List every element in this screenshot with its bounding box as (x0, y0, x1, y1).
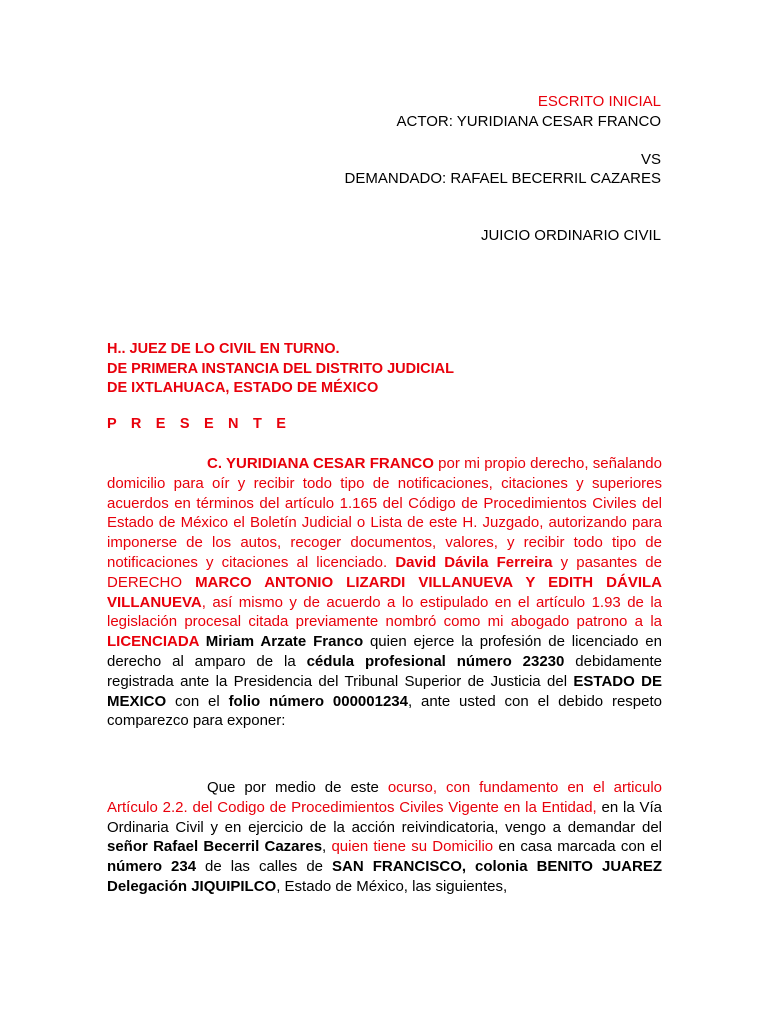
paragraph-claim: Que por medio de este ocurso, con fundamento en el articulo Artículo 2.2. del Codigo de Procedimientos Civiles Vigente en la Entidad, en la Vía Ordinaria Civil y en ejercicio de la acción reivindicatoria, vengo a demandar del señor Rafael Becerril Cazares, quien tiene su Domicilio en casa marcada con el número 234 de las calles de SAN FRANCISCO, colonia BENITO JUAREZ Delegación JIQUIPILCO, Estado de México, las siguientes, (107, 779, 663, 895)
document-title: ESCRITO INICIAL (537, 93, 661, 110)
addressee-line-1: H.. JUEZ DE LO CIVIL EN TURNO. (107, 341, 340, 357)
plaintiff-name: C. YURIDIANA CESAR FRANCO (207, 455, 434, 472)
paragraph-intro: C. YURIDIANA CESAR FRANCO por mi propio derecho, señalando domicilio para oír y recibir todo tipo de notificaciones, citaciones y superiores acuerdos en términos del artículo 1.165 del Código de Procedimientos Civiles del Estado de México el Boletín Judicial o Lista de este H. Juzgado, autorizando para imponerse de los autos, recoger documentos, valores, y recibir todo tipo de notificaciones y citaciones al licenciado. David Dávila Ferreira y pasantes de DERECHO MARCO ANTONIO LIZARDI VILLANUEVA Y EDITH DÁVILA VILLANUEVA, así mismo y de acuerdo a lo estipulado en el artículo 1.93 de la legislación procesal citada previamente nombró como mi abogado patrono a la LICENCIADA Miriam Arzate Franco quien ejerce la profesión de licenciado en derecho al amparo de la cédula profesional número 23230 debidamente registrada ante la Presidencia del Tribunal Superior de Justicia del ESTADO DE MEXICO con el folio número 000001234, ante usted con el debido respeto comparezco para exponer: (107, 455, 663, 730)
patron-lawyer-name: Miriam Arzate Franco (198, 633, 364, 651)
defendant-line: DEMANDADO: RAFAEL BECERRIL CAZARES (344, 170, 661, 187)
addressee-line-2: DE PRIMERA INSTANCIA DEL DISTRITO JUDICIAL (107, 361, 454, 377)
vs-line: VS (640, 151, 661, 168)
address-location: SAN FRANCISCO, colonia BENITO JUAREZ Delegación JIQUIPILCO (107, 858, 662, 895)
house-number: número 234 (107, 858, 197, 876)
addressee-line-3: DE IXTLAHUACA, ESTADO DE MÉXICO (107, 380, 379, 396)
lawyer-name: David Dávila Ferreira (395, 553, 553, 571)
trial-type-line: JUICIO ORDINARIO CIVIL (480, 227, 661, 244)
interns-names: MARCO ANTONIO LIZARDI VILLANUEVA Y EDITH DÁVILA VILLANUEVA (107, 573, 662, 611)
defendant-name: señor Rafael Becerril Cazares (107, 838, 323, 856)
presente-heading: P R E S E N T E (107, 416, 292, 432)
folio-number: folio número 000001234 (228, 692, 408, 710)
actor-line: ACTOR: YURIDIANA CESAR FRANCO (396, 113, 661, 130)
legal-basis: ocurso, con fundamento en el articulo Artículo 2.2. del Codigo de Procedimientos Civiles Vigente en la Entidad, (107, 779, 663, 816)
license-number: cédula profesional número 23230 (306, 652, 565, 670)
